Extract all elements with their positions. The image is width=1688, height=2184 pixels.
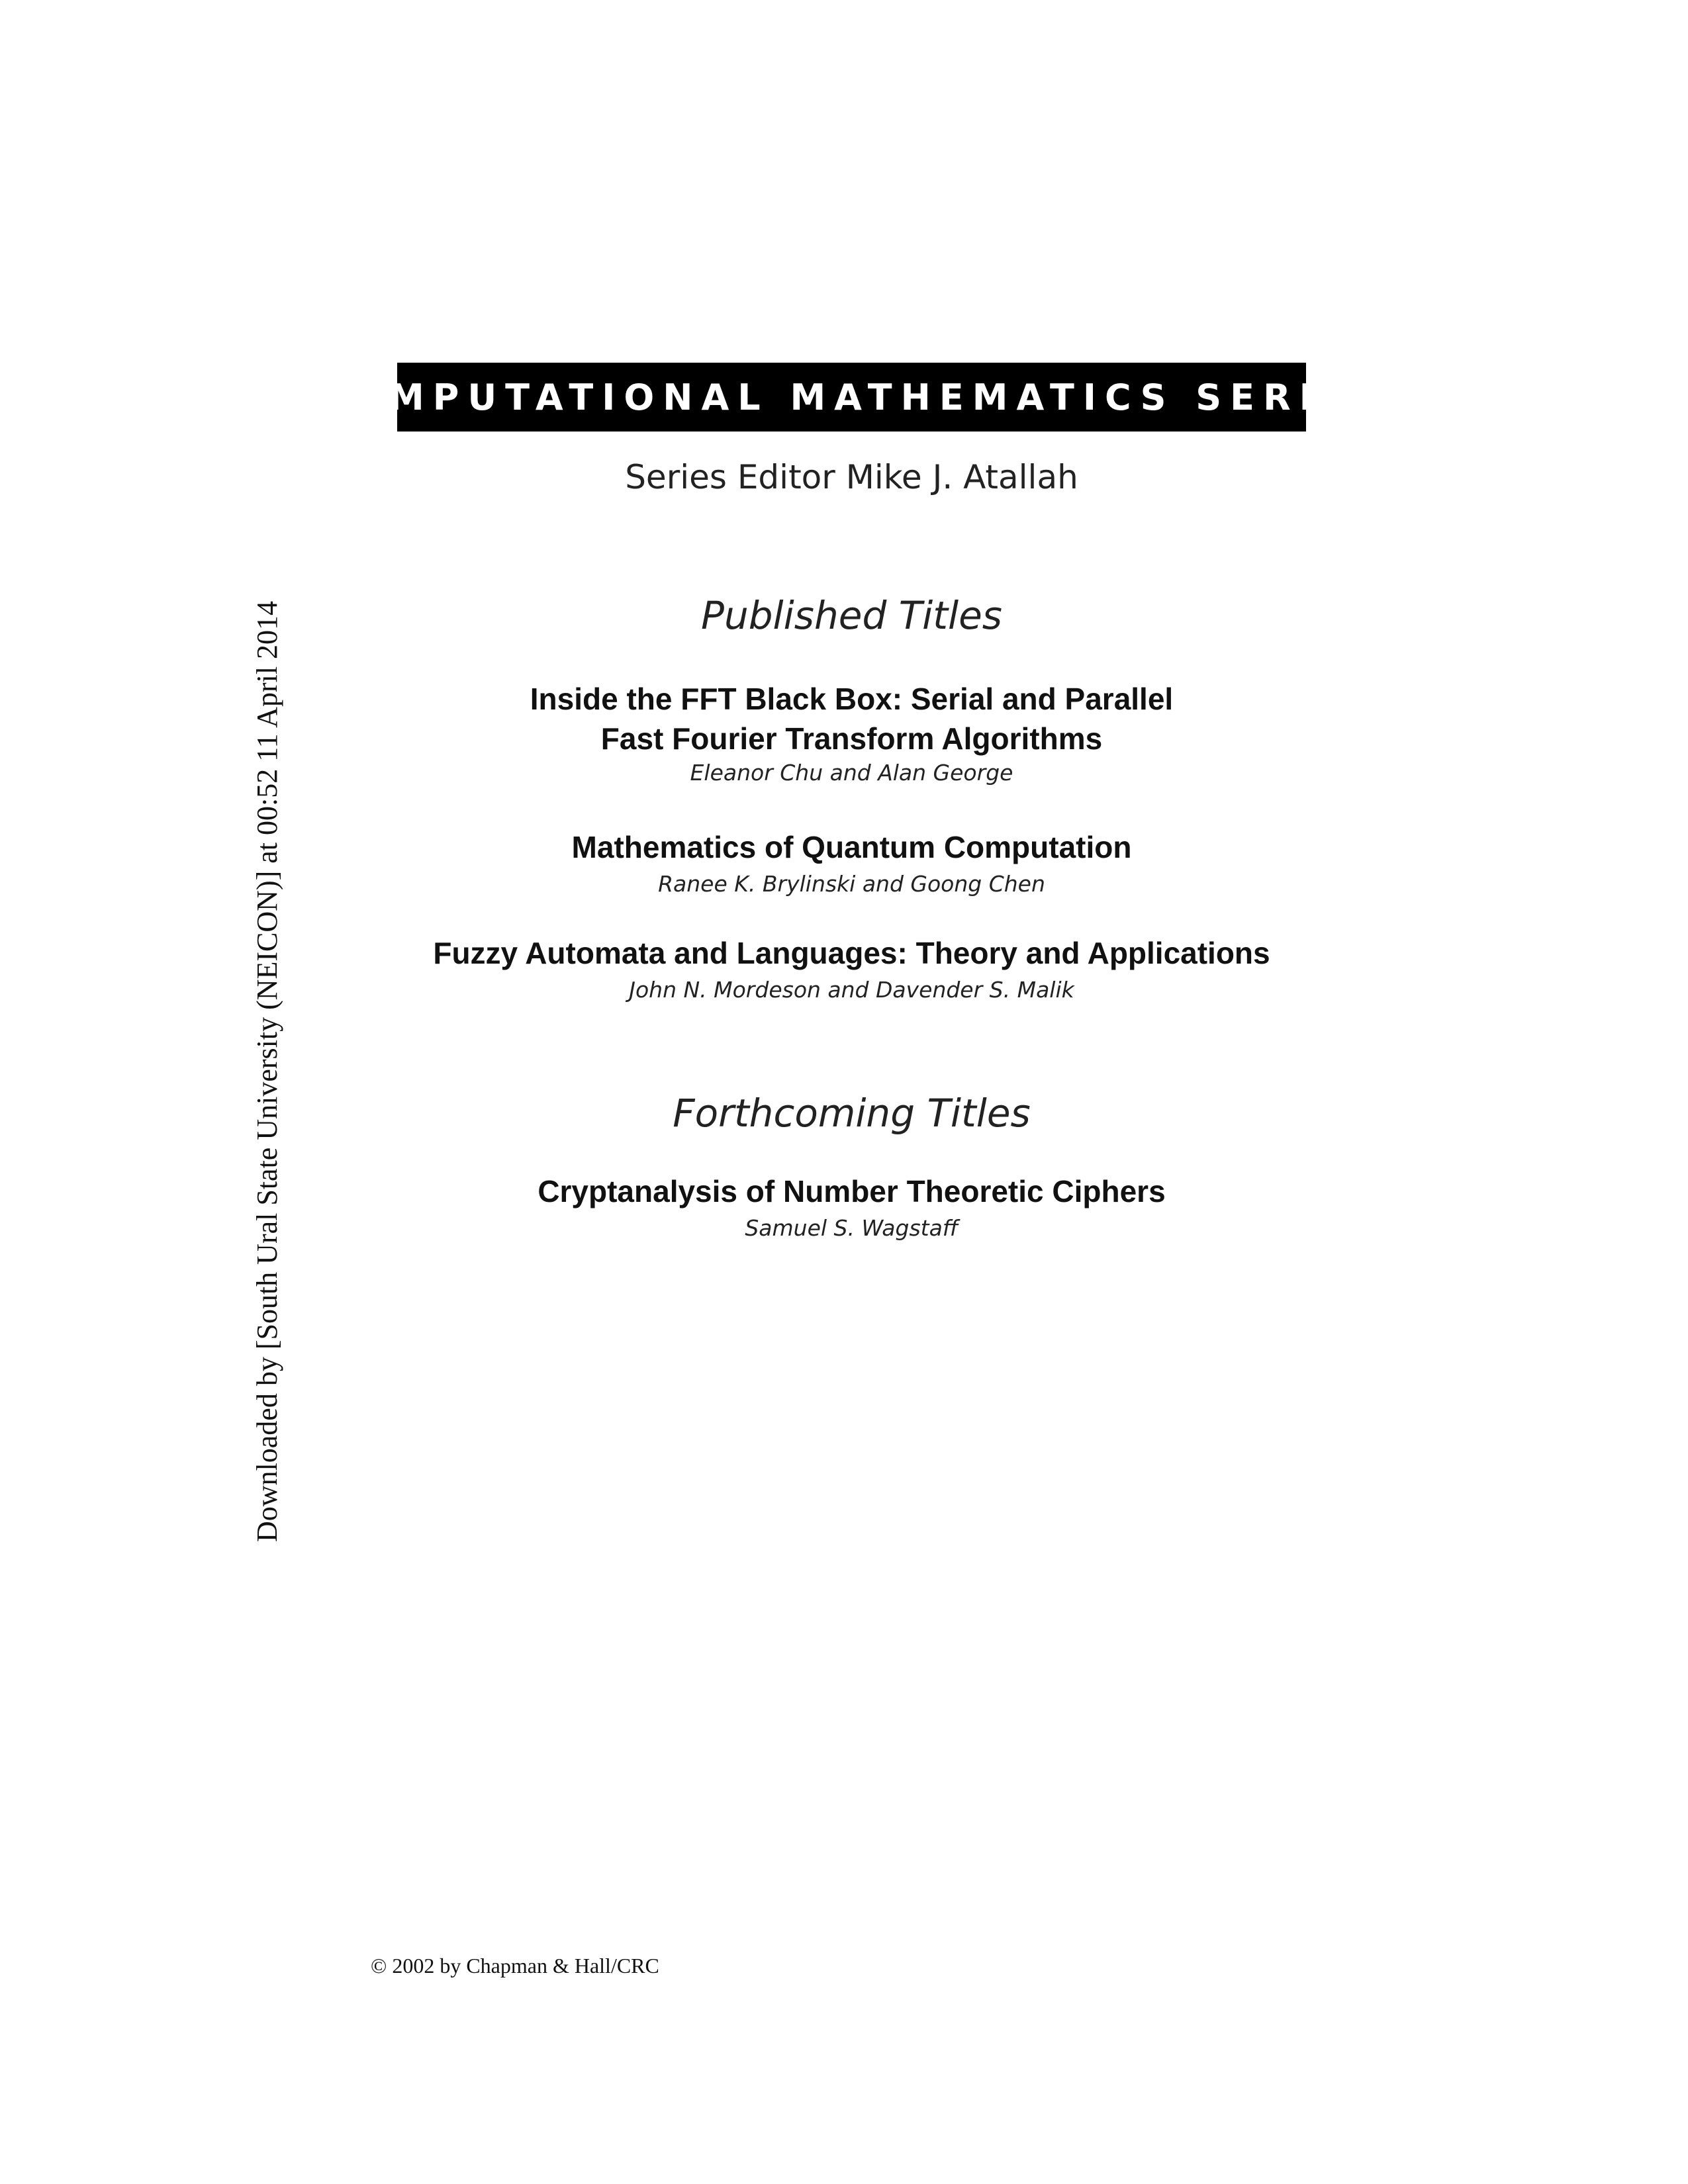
book-title-cryptanalysis: Cryptanalysis of Number Theoretic Ciphers [538, 1174, 1166, 1208]
forthcoming-titles-heading: Forthcoming Titles [673, 1091, 1031, 1136]
download-note: Downloaded by [South Ural State University (NEICON)] at 00:52 11 April 2014 [251, 600, 283, 1542]
series-editor: Series Editor Mike J. Atallah [625, 458, 1078, 496]
book-title-fuzzy: Fuzzy Automata and Languages: Theory and Applications [433, 936, 1270, 970]
published-titles-heading: Published Titles [701, 593, 1002, 638]
book-authors-cryptanalysis: Samuel S. Wagstaff [745, 1215, 959, 1241]
book-title-line: Inside the FFT Black Box: Serial and Parallel [530, 682, 1174, 716]
copyright-notice: © 2002 by Chapman & Hall/CRC [371, 1954, 659, 1978]
book-title-quantum: Mathematics of Quantum Computation [571, 830, 1132, 864]
book-title-line: Fast Fourier Transform Algorithms [600, 721, 1103, 756]
book-authors-fft: Eleanor Chu and Alan George [690, 760, 1013, 786]
book-title-fft [331, 679, 1372, 758]
book-authors-fuzzy: John N. Mordeson and Davender S. Malik [629, 977, 1074, 1003]
series-title: COMPUTATIONAL MATHEMATICS SERIES [314, 376, 1389, 418]
series-banner [314, 363, 1389, 432]
book-authors-quantum: Ranee K. Brylinski and Goong Chen [658, 871, 1045, 897]
